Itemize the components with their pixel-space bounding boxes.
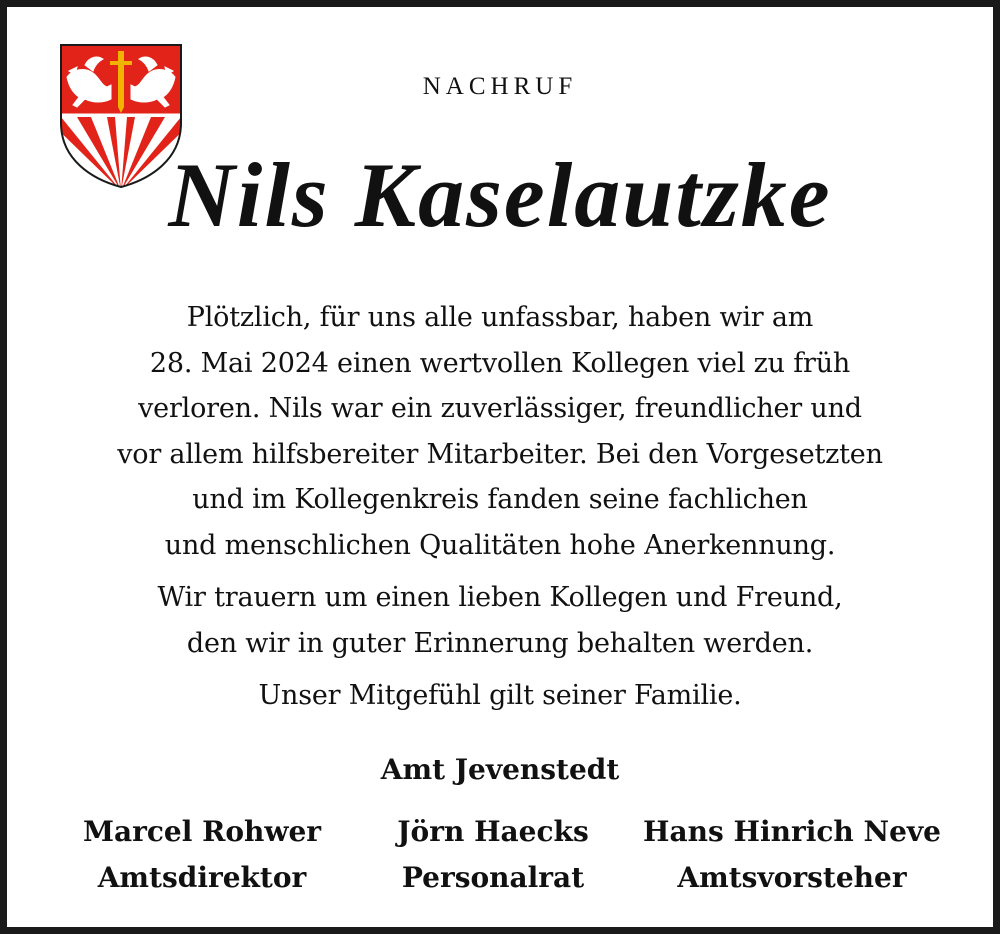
text-line: Wir trauern um einen lieben Kollegen und Freund, bbox=[157, 582, 843, 613]
paragraph-2 bbox=[47, 575, 953, 666]
paragraph-1 bbox=[47, 295, 953, 568]
text-line: vor allem hilfsbereiter Mitarbeiter. Bei den Vorgesetzten bbox=[117, 438, 883, 470]
signer bbox=[643, 809, 941, 901]
signer-name: Jörn Haecks bbox=[397, 815, 589, 848]
signer-role: Personalrat bbox=[401, 861, 585, 894]
signer-name: Marcel Rohwer bbox=[82, 815, 322, 848]
signer bbox=[83, 809, 321, 901]
text-line: 28. Mai 2024 einen wertvollen Kollegen viel zu früh bbox=[149, 347, 851, 379]
text-line: Plötzlich, für uns alle unfassbar, haben wir am bbox=[186, 302, 814, 333]
deceased-name: Nils Kaselautzke bbox=[168, 144, 832, 246]
signer-role: Amtsdirektor bbox=[97, 861, 307, 894]
paragraph-3 bbox=[47, 673, 953, 719]
obituary-text bbox=[47, 295, 953, 719]
text-line: verloren. Nils war ein zuverlässiger, freundlicher und bbox=[138, 393, 862, 424]
text-line: und im Kollegenkreis fanden seine fachlichen bbox=[192, 484, 808, 515]
signer-role: Amtsvorsteher bbox=[677, 861, 907, 894]
text-line: den wir in guter Erinnerung behalten werden. bbox=[186, 627, 814, 659]
text-line: Unser Mitgefühl gilt seiner Familie. bbox=[258, 680, 742, 711]
signer-name: Hans Hinrich Neve bbox=[643, 815, 941, 848]
organization-name: Amt Jevenstedt bbox=[380, 753, 620, 786]
notice-kicker: NACHRUF bbox=[422, 73, 578, 100]
signer bbox=[397, 809, 588, 901]
text-line: und menschlichen Qualitäten hohe Anerkennung. bbox=[164, 529, 836, 561]
